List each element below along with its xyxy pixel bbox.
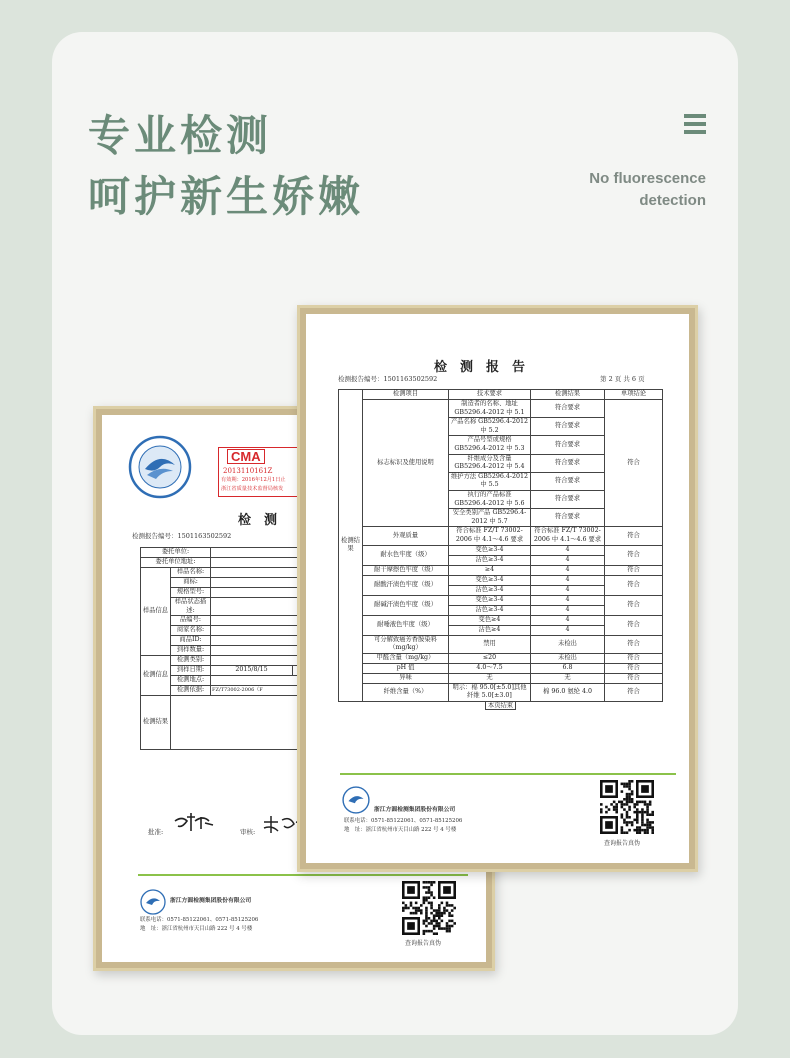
approve-label: 批准: <box>148 828 164 836</box>
seal-emblem-icon <box>128 435 192 499</box>
conclusion-cell: 符合 <box>605 615 663 635</box>
label-cell: 商家名称: <box>171 626 211 636</box>
requirement-cell: 变色≥3-4 <box>449 545 531 555</box>
front-certificate-page <box>306 314 689 863</box>
cma-number: 2013110161Z <box>223 467 273 475</box>
requirement-cell: 4.0～7.5 <box>449 663 531 673</box>
requirement-cell: 安全类别产品 GB5296.4-2012 中 5.7 <box>449 509 531 527</box>
header-cell: 检测项目 <box>363 390 449 400</box>
result-cell: 4 <box>531 555 605 565</box>
conclusion-cell: 符合 <box>605 545 663 565</box>
requirement-cell: 沾色≥3-4 <box>449 605 531 615</box>
result-cell: 符合要求 <box>531 509 605 527</box>
label-cell: 检测依据: <box>171 686 211 696</box>
group-cell: 检测信息 <box>141 656 171 696</box>
front-report-number: 检测报告编号：1501163502592 <box>338 375 438 383</box>
result-cell: 4 <box>531 625 605 635</box>
result-cell: 符合要求 <box>531 400 605 418</box>
result-cell: 4 <box>531 595 605 605</box>
value-cell: FZ/T73002-2006（F <box>211 686 521 696</box>
label-cell: 委托单位: <box>141 548 211 558</box>
result-cell: 符合要求 <box>531 490 605 508</box>
back-report-number: 检测报告编号：1501163502592 <box>132 532 232 540</box>
result-cell: 符合要求 <box>531 472 605 490</box>
requirement-cell: 产品号型或规格 GB5296.4-2012 中 5.3 <box>449 436 531 454</box>
header-cell: 技术要求 <box>449 390 531 400</box>
table-header-row <box>339 390 663 400</box>
headline-line2: 呵护新生娇嫩 <box>88 172 365 221</box>
item-cell: 耐唾液色牢度（级） <box>363 615 449 635</box>
result-cell: 棉 96.0 氨纶 4.0 <box>531 683 605 701</box>
header-cell: 单项结论 <box>605 390 663 400</box>
table-row <box>339 595 663 605</box>
label-cell: 样品名称: <box>171 568 211 578</box>
label-cell: 商标: <box>171 578 211 588</box>
result-cell: 4 <box>531 565 605 575</box>
back-report-title: 检 测 <box>238 513 278 528</box>
table-row <box>339 635 663 653</box>
company-name: 浙江方圆检测集团股份有限公司 <box>374 807 456 813</box>
conclusion-cell: 符合 <box>605 683 663 701</box>
table-row <box>339 527 663 545</box>
item-cell: 纤维含量（%） <box>363 683 449 701</box>
cma-stamp <box>218 447 300 497</box>
subtitle-en-line1: No fluorescence <box>589 170 706 187</box>
cma-issuer: 浙江省质量技术监督局核发 <box>221 486 284 492</box>
company-address: 地 址：浙江省杭州市天目山路 222 号 4 号楼 <box>344 827 457 833</box>
page-indicator: 第 2 页 共 6 页 <box>600 375 645 383</box>
label-cell: 样品状态描述: <box>171 598 211 616</box>
table-row <box>339 663 663 673</box>
group-cell: 样品信息 <box>141 568 171 656</box>
result-cell: 符合要求 <box>531 418 605 436</box>
qr-caption: 查询报告真伪 <box>604 840 641 847</box>
conclusion-cell: 符合 <box>605 653 663 663</box>
conclusion-cell: 符合 <box>605 575 663 595</box>
requirement-cell: 产品名称 GB5296.4-2012 中 5.2 <box>449 418 531 436</box>
table-row <box>339 575 663 585</box>
item-cell: 耐干摩擦色牢度（级） <box>363 565 449 575</box>
company-name: 浙江方圆检测集团股份有限公司 <box>170 898 252 904</box>
result-cell: 符合标准 FZ/T 73002-2006 中 4.1～4.6 要求 <box>531 527 605 545</box>
item-cell: 耐碱汗渍色牢度（级） <box>363 595 449 615</box>
table-row <box>339 545 663 555</box>
requirement-cell: ≤20 <box>449 653 531 663</box>
label-cell: 商品ID: <box>171 636 211 646</box>
front-report-table <box>338 389 663 711</box>
requirement-cell: 明示：棉 95.0[±5.0]其他纤维 5.0[±3.0] <box>449 683 531 701</box>
qr-caption: 查询报告真伪 <box>405 940 442 947</box>
result-cell: 4 <box>531 605 605 615</box>
table-row <box>339 673 663 683</box>
result-cell: 4 <box>531 575 605 585</box>
result-cell: 无 <box>531 673 605 683</box>
requirement-cell: 禁用 <box>449 635 531 653</box>
conclusion-cell: 符合 <box>605 400 663 527</box>
result-cell: 未检出 <box>531 635 605 653</box>
front-report-title: 检 测 报 告 <box>434 360 526 375</box>
result-cell: 符合要求 <box>531 436 605 454</box>
company-phone: 联系电话：0571-85122061、0571-85125206 <box>344 818 463 824</box>
verify-qr-code[interactable] <box>402 881 456 935</box>
conclusion-cell: 符合 <box>605 527 663 545</box>
result-cell: 符合要求 <box>531 454 605 472</box>
requirement-cell: 变色≥3-4 <box>449 595 531 605</box>
item-cell: 异味 <box>363 673 449 683</box>
green-divider <box>340 773 676 775</box>
requirement-cell: 符合标准 FZ/T 73002-2006 中 4.1～4.6 要求 <box>449 527 531 545</box>
front-certificate-frame <box>297 305 698 872</box>
group-cell: 检测结果 <box>141 696 171 750</box>
label-cell: 到样数量: <box>171 646 211 656</box>
conclusion-cell: 符合 <box>605 663 663 673</box>
label-cell: 检测类别: <box>171 656 211 666</box>
item-cell: 标志标识及使用说明 <box>363 400 449 527</box>
label-cell: 到样日期: <box>171 666 211 676</box>
item-cell: 甲醛含量（mg/kg） <box>363 653 449 663</box>
label-cell: 委托单位地址: <box>141 558 211 568</box>
item-cell: 耐酸汗渍色牢度（级） <box>363 575 449 595</box>
end-of-page-note: 本页结束 <box>485 701 516 710</box>
requirement-cell: 沾色≥3-4 <box>449 585 531 595</box>
requirement-cell: 沾色≥4 <box>449 625 531 635</box>
result-cell: 4 <box>531 615 605 625</box>
menu-icon[interactable] <box>684 114 706 134</box>
company-address: 地 址：浙江省杭州市天目山路 222 号 4 号楼 <box>140 926 253 932</box>
result-cell: 4 <box>531 545 605 555</box>
header-cell: 检测结果 <box>531 390 605 400</box>
table-row <box>339 615 663 625</box>
approve-signature <box>172 811 216 837</box>
company-phone: 联系电话：0571-85122061、0571-85125206 <box>140 917 259 923</box>
label-cell: 规格型号: <box>171 588 211 598</box>
requirement-cell: 制造者的名称、地址 GB5296.4-2012 中 5.1 <box>449 400 531 418</box>
result-cell: 未检出 <box>531 653 605 663</box>
conclusion-cell: 符合 <box>605 565 663 575</box>
headline-line1: 专业检测 <box>88 111 273 160</box>
conclusion-cell: 符合 <box>605 635 663 653</box>
table-row <box>339 683 663 701</box>
conclusion-cell: 符合 <box>605 673 663 683</box>
cma-mark: CMA <box>227 449 265 464</box>
result-cell: 6.8 <box>531 663 605 673</box>
subtitle-en-line2: detection <box>639 192 706 209</box>
green-divider <box>138 874 468 876</box>
table-row <box>339 653 663 663</box>
result-cell: 4 <box>531 585 605 595</box>
requirement-cell: 执行的产品标准 GB5296.4-2012 中 5.6 <box>449 490 531 508</box>
requirement-cell: 无 <box>449 673 531 683</box>
label-cell: 检测地点: <box>171 676 211 686</box>
review-label: 审核: <box>240 828 256 836</box>
requirement-cell: 纤维成分及含量 GB5296.4-2012 中 5.4 <box>449 454 531 472</box>
value-cell: 2015/8/15 <box>211 666 293 676</box>
conclusion-cell: 符合 <box>605 595 663 615</box>
group-cell: 检测结果 <box>339 390 363 702</box>
verify-qr-code[interactable] <box>600 780 654 834</box>
item-cell: 可分解致癌芳香胺染料（mg/kg） <box>363 635 449 653</box>
item-cell: 耐水色牢度（级） <box>363 545 449 565</box>
item-cell: pH 值 <box>363 663 449 673</box>
table-row <box>339 565 663 575</box>
requirement-cell: 变色≥3-4 <box>449 575 531 585</box>
requirement-cell: ≥4 <box>449 565 531 575</box>
company-logo-icon <box>140 889 166 915</box>
requirement-cell: 维护方法 GB5296.4-2012 中 5.5 <box>449 472 531 490</box>
requirement-cell: 变色≥4 <box>449 615 531 625</box>
company-logo-icon <box>342 786 370 814</box>
requirement-cell: 沾色≥3-4 <box>449 555 531 565</box>
table-row <box>339 400 663 418</box>
cma-validity: 有效期：2016年12月1日止 <box>221 477 286 483</box>
label-cell: 品编号: <box>171 616 211 626</box>
item-cell: 外观质量 <box>363 527 449 545</box>
